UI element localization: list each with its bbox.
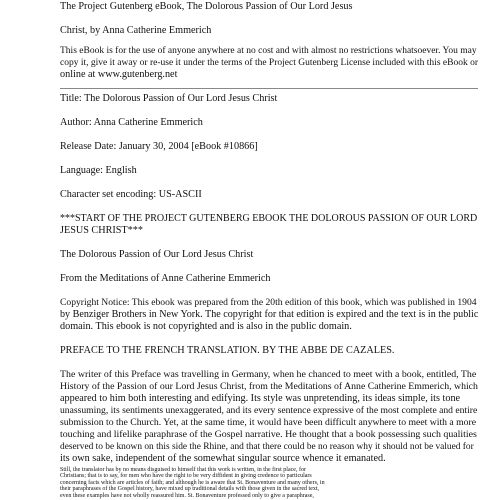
language-field: Language: English xyxy=(60,165,137,176)
para1-line-5: submission to the Church. Yet, at the same time, it would have been difficult anywhere to meet with a more xyxy=(60,417,477,428)
para1-line-6: touching and lifelike paraphrase of the Gospel narrative. He thought that a book possessing such qualities xyxy=(60,429,477,440)
copyright-line-2: by Benziger Brothers in New York. The copyright for that edition is expired and the text is in the public xyxy=(60,309,479,320)
para1-line-2: History of the Passion of our Lord Jesus Christ, from the Meditations of Anne Catherine Emmerich, which xyxy=(60,381,478,392)
para2-line-3: concerning facts which are articles of faith; and although he is aware that St. Bonaventure and many others, in xyxy=(60,479,325,486)
para1-line-1: The writer of this Preface was travelling in Germany, when he chanced to meet with a book, entitled, The xyxy=(60,369,477,380)
preface-heading: PREFACE TO THE FRENCH TRANSLATION. BY THE ABBE DE CAZALES. xyxy=(60,345,395,356)
para2-line-5: even these examples have not wholly reassured him. St. Bonaventure professed only to give a paraphrase, xyxy=(60,492,314,499)
para1-line-8: its own sake, independent of the somewhat singular source whence it emanated. xyxy=(60,453,386,464)
para2-line-1: Still, the translator has by no means disguised to himself that this work is written, in the first place, for xyxy=(60,467,306,473)
book-subtitle: From the Meditations of Anne Catherine Emmerich xyxy=(60,273,271,284)
para1-line-4: unassuming, its sentiments unexaggerated, and its every sentence expressive of the most complete and entire xyxy=(60,405,478,416)
book-title: The Dolorous Passion of Our Lord Jesus Christ xyxy=(60,249,254,260)
para1-line-3: appeared to him both interesting and edifying. Its style was unpretending, its ideas simple, its tone xyxy=(60,393,461,404)
copyright-line-1: Copyright Notice: This ebook was prepared from the 20th edition of this book, which was published in 1904 xyxy=(60,297,477,308)
title-field: Title: The Dolorous Passion of Our Lord Jesus Christ xyxy=(60,93,278,104)
start-marker-line-1: ***START OF THE PROJECT GUTENBERG EBOOK THE DOLOROUS PASSION OF OUR LORD xyxy=(60,213,478,224)
encoding-field: Character set encoding: US-ASCII xyxy=(60,189,202,200)
intro-line-3: online at www.gutenberg.net xyxy=(60,69,178,80)
intro-line-2: copy it, give it away or re-use it under the terms of the Project Gutenberg License included with this eBook or xyxy=(60,58,478,68)
separator-rule xyxy=(60,88,478,89)
author-field: Author: Anna Catherine Emmerich xyxy=(60,117,203,128)
release-date-field: Release Date: January 30, 2004 [eBook #10866] xyxy=(60,141,258,152)
header-line-1: The Project Gutenberg eBook, The Dolorous Passion of Our Lord Jesus xyxy=(60,1,353,12)
copyright-line-3: domain. This ebook is not copyrighted and is also in the public domain. xyxy=(60,321,352,332)
para2-line-2: Christians; that is to say, for men who have the right to be very diffident in giving credence to particulars xyxy=(60,473,312,480)
header-line-2: Christ, by Anna Catherine Emmerich xyxy=(60,25,212,36)
intro-line-1: This eBook is for the use of anyone anywhere at no cost and with almost no restrictions whatsoever. You may xyxy=(60,46,477,56)
start-marker-line-2: JESUS CHRIST*** xyxy=(60,225,143,236)
para2-line-4: their paraphrases of the Gospel history, have mixed up traditional details with those given in the sacred text, xyxy=(60,486,320,493)
para1-line-7: deserved to be known on this side the Rhine, and that there could be no reason why it should not be valued for xyxy=(60,442,474,452)
